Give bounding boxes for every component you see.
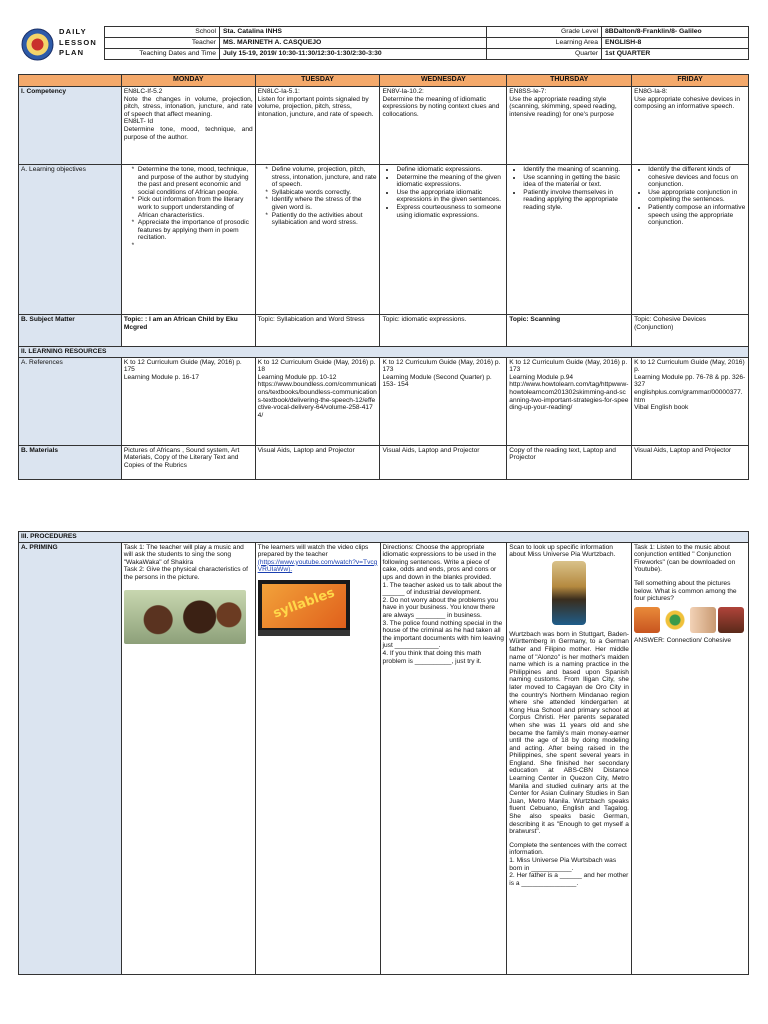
competency-fri: EN8G-Ia-8: Use appropriate cohesive devices in composing an informative speech. [632,87,749,165]
objectives-fri: • Identify the different kinds of cohesive devices and focus on conjunction. • Use appropriate conjunction in completing the sentences. • Patiently compose an informative speech using the appropriate conjunction. [632,165,749,315]
objectives-tue: * Define volume, projection, pitch, stress, intonation, juncture, and rate of speech. * Syllabicate words correctly. * Identify where the stress of the given word is. * Patiently do the activities about syllabication and word stress. [255,165,380,315]
handshake-icon [690,607,716,633]
subject-wed: Topic: idiomatic expressions. [380,315,507,347]
priming-mon: Task 1: The teacher will play a music and will ask the students to sing the song "WakaWaka" of Shakira Task 2: Give the physical characteristics of the persons in the picture. [121,542,255,974]
priming-thu: Scan to look up specific information about Miss Universe Pia Wurtzbach. Wurtzbach was born in Stuttgart, Baden-Württemberg in Germany, to a German father and Filipino mother. Her middle name of "Alonzo" is her mother's maiden name which is a naming practice in the Philippines and based upon Spanish naming customs. From Iligan City, she later moved to Cagayan de Oro City in the country's Northern Mindanao region where she attended kindergarten at Kong Hua School and primary school at Corpus Christi. Her parents separated when she was 11 years old and she became the family's main money-earner until the age of 18 by doing modeling and acting. After being raised in the Philippines, she spent several years in England. She finished her secondary education at ABS-CBN Distance Learning Center in Quezon City, Metro Manila and studied culinary arts at the Center for Asian Culinary Studies in San Juan, Metro Manila. Wurtzbach speaks fluent Cebuano, English and Tagalog. She also speaks basic German, describing it as "Enough to get myself a bratwurst". Complete the sentences with the correct information. 1. Miss Universe Pia Wurtsbach was born in ___________. 2. Her father is a ______ and her mother is a _______________. [507,542,632,974]
priming-fri: Task 1: Listen to the music about conjunction entitled " Conjunction Fireworks" (can be downloaded on Youtube). Tell something about the pictures below. What is common among the four pictures? ANSWER: Connection/ Cohesive [631,542,748,974]
plug-icon [634,607,660,633]
objectives-mon: * Determine the tone, mood, technique, and purpose of the author by studying the past and present economic and social conditions of African people. * Pick out information from the literary work to support understanding of African characteristics. * Appreciate the importance of prosodic features by applying them in poem recitation. * [121,165,255,315]
competency-row: I. Competency EN8LC-If-5.2 Note the changes in volume, projection, pitch, stress, intonation, juncture, and rate of speech that affect meaning. EN8LT- Id Determine tone, mood, technique, and purpose of the author. EN8LC-Ia-5.1: Listen for important points signaled by volume, projection, pitch, stress, intonation, juncture, and rate of speech. EN8V-Ia-10.2: Determine the meaning of idiomatic expressions by noting context clues and collocations. EN8SS-Ie-7: Use the appropriate reading style (scanning, skimming, speed reading, intensive reading) for one's purpose EN8G-Ia-8: Use appropriate cohesive devices in composing an informative speech. [19,87,749,165]
materials-fri: Visual Aids, Laptop and Projector [632,445,749,479]
resources-row: II. LEARNING RESOURCES [19,347,749,358]
references-tue: K to 12 Curriculum Guide (May, 2016) p. 18 Learning Module pp. 10-12 https://www.boundless.com/communications/textbooks/boundless-communications-textbook/delivering-the-speech-12/effective-vocal-delivery-64/volume-258-4174/ [255,357,380,445]
objectives-thu: • Identify the meaning of scanning. • Use scanning in getting the basic idea of the material or text. • Patiently involve themselves in reading applying the appropriate reading style. [507,165,632,315]
objectives-wed: • Define idiomatic expressions. • Determine the meaning of the given idiomatic expressions. • Use the appropriate idiomatic expressions in the given sentences. • Express courteousness to someone using idiomatic expressions. [380,165,507,315]
network-icon [662,607,688,633]
miss-universe-photo [552,561,586,625]
references-fri: K to 12 Curriculum Guide (May, 2016) p. Learning Module pp. 76-78 & pp. 326- 327 englishplus.com/grammar/00000377.htm Vibal English book [632,357,749,445]
materials-row: B. Materials Pictures of Africans , Sound system, Art Materials, Copy of the Literary Text and Copies of the Rubrics Visual Aids, Laptop and Projector Visual Aids, Laptop and Projector Copy of the reading text, Laptop and Projector Visual Aids, Laptop and Projector [19,445,749,479]
connection-pictures [634,607,746,633]
african-children-photo [124,590,246,644]
references-thu: K to 12 Curriculum Guide (May, 2016) p. 173 Learning Module p.94 http://www.howtolearn.com/tag/httpwww-howtolearncom201302skimming-and-scanning-two-important-strategies-for-speeding-up-your-reading/ [507,357,632,445]
dates-value: July 15-19, 2019/ 10:30-11:30/12:30-1:30/2:30-3:30 [220,49,487,60]
priming-wed: Directions: Choose the appropriate idiomatic expressions to be used in the following sentences. Write a piece of cake, odds and ends, pros and cons or ups and down in the blanks provided. 1. The teacher asked us to talk about the ______ of industrial development. 2. Do not worry about the problems you have in your business. You know there are always ________ in business. 3. The police found nothing special in the house of the criminal as he had taken all the important documents with him leaving just ____________. 4. If you think that doing this math problem is __________, just try it. [380,542,507,974]
subject-thu: Topic: Scanning [507,315,632,347]
grade-value: 8BDalton/8-Franklin/8- Galileo [602,27,749,38]
day-tuesday: TUESDAY [255,75,380,87]
lesson-plan-table [18,74,749,480]
school-value: Sta. Catalina INHS [220,27,487,38]
day-header-row [19,75,749,87]
subject-mon: Topic: : I am an African Child by Eku Mcgred [121,315,255,347]
day-monday: MONDAY [121,75,255,87]
competency-mon: EN8LC-If-5.2 Note the changes in volume, projection, pitch, stress, intonation, juncture, and rate of speech that affect meaning. EN8LT- Id Determine tone, mood, technique, and purpose of the author. [121,87,255,165]
day-thursday: THURSDAY [507,75,632,87]
people-icon [718,607,744,633]
procedures-table [18,531,749,975]
materials-thu: Copy of the reading text, Laptop and Projector [507,445,632,479]
subject-fri: Topic: Cohesive Devices (Conjunction) [632,315,749,347]
priming-tue: The learners will watch the video clips prepared by the teacher (https://www.youtube.com/watch?v=TvcgVRUIaWw). syllables [255,542,380,974]
day-wednesday: WEDNESDAY [380,75,507,87]
references-row: A. References K to 12 Curriculum Guide (May, 2016) p. 175 Learning Module p. 16-17 K to 12 Curriculum Guide (May, 2016) p. 18 Learning Module pp. 10-12 https://www.boundless.com/communications/textbooks/boundless-communications-textbook/delivering-the-speech-12/effective-vocal-delivery-64/volume-258-4174/ K to 12 Curriculum Guide (May, 2016) p. 173 Learning Module (Second Quarter) p. 153- 154 K to 12 Curriculum Guide (May, 2016) p. 173 Learning Module p.94 http://www.howtolearn.com/tag/httpwww-howtolearncom201302skimming-and-scanning-two-important-strategies-for-speeding-up-your-reading/ K to 12 Curriculum Guide (May, 2016) p. Learning Module pp. 76-78 & pp. 326- 327 englishplus.com/grammar/00000377.htm Vibal English book [19,357,749,445]
teacher-value: MS. MARINETH A. CASQUEJO [220,38,487,49]
references-mon: K to 12 Curriculum Guide (May, 2016) p. 175 Learning Module p. 16-17 [121,357,255,445]
day-friday: FRIDAY [632,75,749,87]
daily-lesson-plan-title: DAILY LESSON PLAN [59,27,98,57]
objectives-row: A. Learning objectives * Determine the tone, mood, technique, and purpose of the author by studying the past and present economic and social conditions of African people. * Pick out information from the literary work to support understanding of African characteristics. * Appreciate the importance of prosodic features by applying them in poem recitation. * * Define volume, projection, pitch, stress, intonation, juncture, and rate of speech. * Syllabicate words correctly. * Identify where the stress of the given word is. * Patiently do the activities about syllabication and word stress. • Define idiomatic expressions. • Determine the meaning of the given idiomatic expressions. • Use the appropriate idiomatic expressions in the given sentences. • Express courteousness to someone using idiomatic expressions. • Identify the meaning of scanning. • Use scanning in getting the basic idea of the material or text. • Patiently involve themselves in reading applying the appropriate reading style. • Identify the different kinds of cohesive devices and focus on conjunction. • Use appropriate conjunction in completing the sentences. • Patiently compose an informative speech using the appropriate conjunction. [19,165,749,315]
procedures-header-row: III. PROCEDURES [19,532,749,543]
competency-wed: EN8V-Ia-10.2: Determine the meaning of idiomatic expressions by noting context clues and collocations. [380,87,507,165]
materials-wed: Visual Aids, Laptop and Projector [380,445,507,479]
priming-row: A. PRIMING Task 1: The teacher will play a music and will ask the students to sing the song "WakaWaka" of Shakira Task 2: Give the physical characteristics of the persons in the picture. The learners will watch the video clips prepared by the teacher (https://www.youtube.com/watch?v=TvcgVRUIaWw). syllables Directions: Choose the appropriate idiomatic expressions to be used in the following sentences. Write a piece of cake, odds and ends, pros and cons or ups and down in the blanks provided. 1. The teacher asked us to talk about the ______ of industrial development. 2. Do not worry about the problems you have in your business. You know there are always ________ in business. 3. The police found nothing special in the house of the criminal as he had taken all the important documents with him leaving just ____________. 4. If you think that doing this math problem is __________, just try it. Scan to look up specific information about Miss Universe Pia Wurtzbach. Wurtzbach was born in Stuttgart, Baden-Württemberg in Germany, to a German father and Filipino mother. Her middle name of "Alonzo" is her mother's maiden name which is a naming practice in the Philippines and based upon Spanish naming customs. From Iligan City, she later moved to Cagayan de Oro City in the country's Northern Mindanao region where she attended kindergarten at Kong Hua School and primary school at Corpus Christi. Her parents separated when she was 11 years old and she became the family's main money-earner until the age of 18 by doing modeling and acting. After being raised in the Philippines, she spent several years in England. She finished her secondary education at ABS-CBN Distance Learning Center in Quezon City, Metro Manila and studied culinary arts at the Center for Asian Culinary Studies in San Juan, Metro Manila. Wurtzbach speaks fluent Cebuano, English and Tagalog. She also speaks basic German, describing it as "Enough to get myself a bratwurst". Complete the sentences with the correct information. 1. Miss Universe Pia Wurtsbach was born in ___________. 2. Her father is a ______ and her mother is a _______________. Task 1: Listen to the music about conjunction entitled " Conjunction Fireworks" (can be downloaded on Youtube). Tell something about the pictures below. What is common among the four pictures? ANSWER: Connection/ Cohesive [19,542,749,974]
quarter-value: 1st QUARTER [602,49,749,60]
materials-mon: Pictures of Africans , Sound system, Art Materials, Copy of the Literary Text and Copies of the Rubrics [121,445,255,479]
video-link[interactable]: (https://www.youtube.com/watch?v=TvcgVRUIaWw). [257,558,378,574]
school-logo-icon [21,28,54,61]
competency-tue: EN8LC-Ia-5.1: Listen for important points signaled by volume, projection, pitch, stress, intonation, juncture, and rate of speech. [255,87,380,165]
subject-tue: Topic: Syllabication and Word Stress [255,315,380,347]
area-value: ENGLISH-8 [602,38,749,49]
header-info-table: School Sta. Catalina INHS Grade Level 8BDalton/8-Franklin/8- Galileo Teacher MS. MARINETH A. CASQUEJO Learning Area ENGLISH-8 Teaching Dates and Time July 15-19, 2019/ 10:30-11:30/12:30-1:30/2:30-3:30 Quarter 1st QUARTER [104,26,749,60]
video-thumbnail[interactable]: syllables [258,580,350,636]
references-wed: K to 12 Curriculum Guide (May, 2016) p. 173 Learning Module (Second Quarter) p. 153- 154 [380,357,507,445]
competency-thu: EN8SS-Ie-7: Use the appropriate reading style (scanning, skimming, speed reading, intensive reading) for one's purpose [507,87,632,165]
materials-tue: Visual Aids, Laptop and Projector [255,445,380,479]
subject-matter-row: B. Subject Matter Topic: : I am an African Child by Eku Mcgred Topic: Syllabication and Word Stress Topic: idiomatic expressions. Topic: Scanning Topic: Cohesive Devices (Conjunction) [19,315,749,347]
